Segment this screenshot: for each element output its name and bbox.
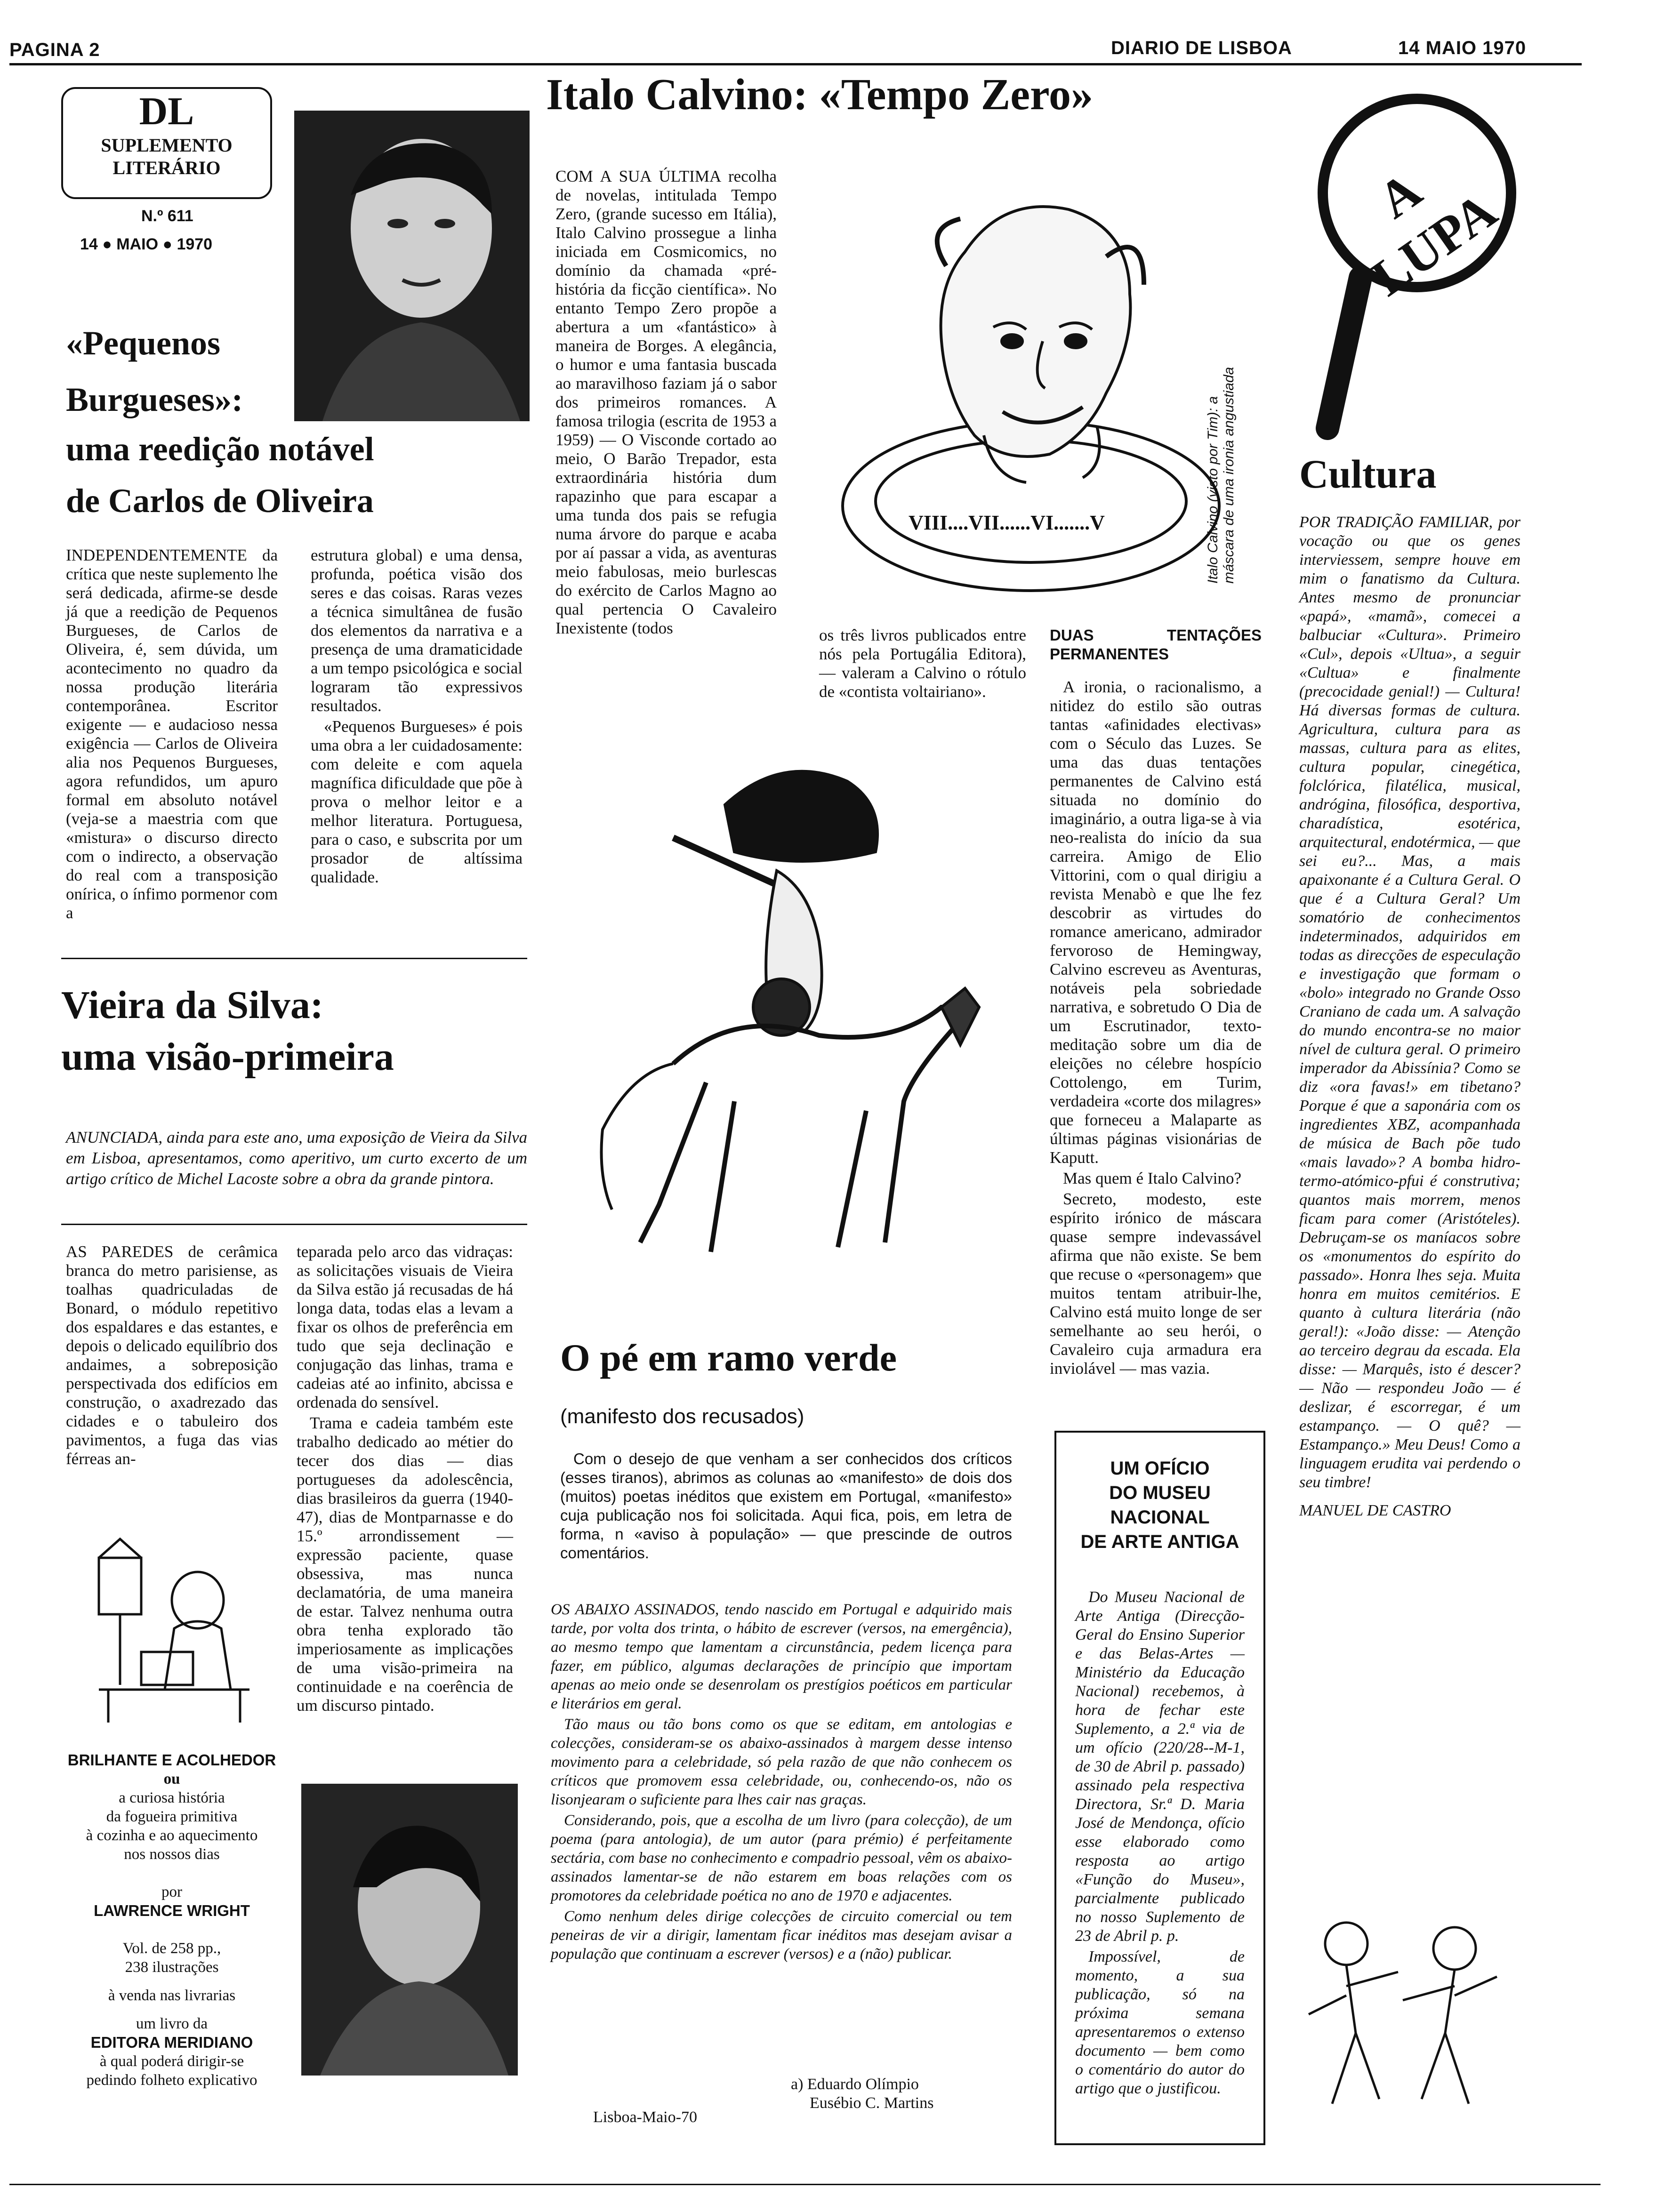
magnifying-glass-icon [1299,89,1525,442]
ad-line-15: pedindo folheto explicativo [86,2072,257,2089]
clock-numerals: VIII....VII......VI.......V [909,511,1105,534]
book-advertisement [61,1751,282,2090]
book-photo [301,1784,518,2076]
oficio-box [1054,1431,1265,2145]
pequenos-column-1 [66,546,278,924]
ad-line-14: à qual poderá dirigir-se [99,2053,244,2070]
vieira-paragraph-3: Trama e cadeia também este trabalho dedicado ao métier do tecer dos dias — dias portugueses da adolescência, dias brasileiros da guerra (1940-47), dias de Montparnasse e do 15.º arrondissement — expressão paciente, quase obsessiva, mas nunca declamatória, de uma maneira de estar. Talvez nenhuma outra obra tenha explorado tão imperiosamente as implicações de uma visão-primeira na continuidade e na coerência de um discurso pintado. [297,1414,513,1715]
vieira-paragraph-2: teparada pelo arco das vidraças: as solicitações visuais de Vieira da Silva estão já recusadas de há longa data, todas elas a levam a fixar os olhos de preferência em tudo que seja declinação e conjugação das linhas, trama e cadeias até ao infinito, abcissa e ordenada do sensível. [297,1242,513,1411]
oficio-body [1075,1588,1245,2100]
pe-manifesto-paragraph-3: Considerando, pois, que a escolha de um livro (para colecção), de um poema (para antologia), de um autor (para prémio) é perfeitamente sectária, com base no conhecimento e compadrio pessoal, vêm os abaixo-assinados lamentar-se de não estarem em boas relações com os promotores da celebridade poética no ano de 1970 e adjacentes. [551,1812,1012,1904]
masthead-date: 14 ● MAIO ● 1970 [80,235,213,253]
ad-line-1: BRILHANTE E ACOLHEDOR [67,1751,276,1769]
pequenos-title-3: uma reedição notável [66,430,374,468]
oficio-title-3: NACIONAL [1110,1507,1210,1528]
horse-rider-illustration [555,744,1007,1308]
oficio-title-2: DO MUSEU [1109,1483,1211,1503]
pe-manifesto [551,1600,1012,1965]
oficio-title-4: DE ARTE ANTIGA [1080,1531,1239,1552]
scribe-illustration [71,1530,268,1732]
calvino-column-1 [555,167,777,640]
ad-line-13: EDITORA MERIDIANO [90,2034,253,2051]
pe-place-date: Lisboa-Maio-70 [593,2108,697,2126]
calvino-title: Italo Calvino: «Tempo Zero» [546,70,1094,119]
oficio-title-1: UM OFÍCIO [1110,1458,1210,1479]
lupa-text: POR TRADIÇÃO FAMILIAR, por vocação ou que os genes interviessem, sempre houve em mim o fanatismo da Cultura. Antes mesmo de pronunciar «papá», «mamã», comecei a balbuciar «Cultura». Primeiro «Cul», depois «Ultua», a seguir «Cultua» e finalmente (precocidade genial!) — Cultura! Há diversas formas de cultura. Agricultura, cultura para as massas, cultura para as elites, cultura popular, cinegética, folclórica, filatélica, musical, andrógina, filosófica, desportiva, charadística, esotérica, arquitectural, endotérmica, — que sei eu?... Mas, a mais apaixonante é a Cultura Geral. O que é a Cultura Geral? Um somatório de conhecimentos indeterminados, adquiridos em todas as direcções de especulação e investigação que formam o «bolo» integrado no Grande Osso Craniano de cada um. A salvação do mundo encontra-se no maior nível de cultura geral. O primeiro imperador da Abissínia? Como se diz «ora favas!» em tibetano? Porque é que a saponária com os ingredientes XBZ, acompanhada de música de Bach põe tudo «mais lavado»? A bomba hidro-termo-atómico-pfui é construtiva; quantos mais morrem, menos ficam para comer (Aristóteles). Debruçam-se os maníacos sobre os «monumentos do espírito do passado». Honra lhes seja. Muita honra em muitos cemitérios. E quanto à cultura literária (não geral!): «João disse: — Atenção ao terceiro degrau da escada. Ela disse: — Marquês, isto é descer? — Não — respondeu João — é deslizar, é escorregar, é um estampanço. — O quê? — Estampanço.» Meu Deus! Como a linguagem erudita vai perdendo o seu timbre! [1299,513,1520,1491]
vieira-divider [61,1224,527,1225]
calvino-paragraph-4: Mas quem é Italo Calvino? [1063,1169,1242,1187]
calvino-caricature [805,172,1266,633]
vieira-title-1: Vieira da Silva: [61,983,323,1027]
newspaper-name: DIARIO DE LISBOA [1111,38,1292,58]
section-divider [61,958,527,959]
vieira-title-2: uma visão-primeira [61,1035,394,1079]
fighters-illustration [1290,1892,1516,2118]
pequenos-paragraph-3: «Pequenos Burgueses» é pois uma obra a ler cuidadosamente: com deleite e com aquela magnífica dificuldade que põe à prova o melhor leitor e a melhor literatura. Portuguesa, para o caso, e subscrita por um prosador de altíssima qualidade. [311,717,523,886]
pequenos-title-1: «Pequenos [66,324,221,362]
pequenos-title-4: de Carlos de Oliveira [66,482,374,520]
lupa-title: Cultura [1299,451,1437,497]
pequenos-paragraph-1: INDEPENDENTEMENTE da crítica que neste suplemento lhe será dedicada, afirme-se desde já que a reedição de Pequenos Burgueses, de Carlos de Oliveira, é, sem dúvida, um acontecimento no quadro da nossa produção literária contemporânea. Escritor exigente — e audacioso nessa exigência — Carlos de Oliveira alia nos Pequenos Burgueses, agora refundidos, um apuro formal em absoluto notável (veja-se a maestria com que «mistura» o discurso directo com o indirecto, a observação do real com a transposição onírica, o ínfimo pormenor com a [66,546,278,922]
pe-manifesto-paragraph-4: Como nenhum deles dirige colecções de circuito comercial ou tem peneiras de vir a dirigir, lamentam ficar inéditos mas desejam avisar a população que continuam a escrever (versos) e a (não) publicar. [551,1908,1012,1963]
oficio-paragraph-2: Impossível, de momento, a sua publicação, só na próxima semana apresentaremos o extenso documento — bem como o comentário do autor do artigo que o justificou. [1075,1948,1245,2097]
calvino-column-2 [819,626,1026,703]
ad-line-10: 238 ilustrações [125,1959,219,1976]
ad-line-8: LAWRENCE WRIGHT [94,1902,250,1919]
dl-logo: DL [139,89,194,133]
pe-manifesto-paragraph-2: Tão maus ou tão bons como os que se editam, em antologias e colecções, consideram-se os abaixo-assinados à margem desse intenso movimento para a celebridade, só pela razão de que não conhecem os críticos que promovem essa celebridade, ou, conhecendo-os, não os lisonjearam o suficiente para lhes cair nas graças. [551,1716,1012,1808]
pe-subtitle: (manifesto dos recusados) [560,1405,804,1428]
ad-line-5: à cozinha e ao aquecimento [86,1827,258,1844]
pe-signature-2: Eusébio C. Martins [810,2094,934,2112]
pe-intro [560,1450,1012,1564]
ad-line-9: Vol. de 258 pp., [122,1940,221,1957]
pequenos-paragraph-2: estrutura global) e uma densa, profunda, poética visão dos seres e das coisas. Raras vezes a técnica simultânea de fusão dos elementos da narrativa e a presença de uma dramaticidade a um tempo psicológica e social lograram tão expressivos resultados. [311,546,523,715]
pe-title: O pé em ramo verde [560,1336,897,1379]
author-photo [294,111,530,421]
calvino-paragraph-2: os três livros publicados entre nós pela Portugália Editora), — valeram a Calvino o rótulo de «contista voltairiano». [819,626,1026,701]
ad-line-3: a curiosa história [119,1789,225,1806]
header-date: 14 MAIO 1970 [1398,38,1527,58]
pe-signature-1: a) Eduardo Olímpio [791,2076,919,2093]
pe-intro-text: Com o desejo de que venham a ser conhecidos dos críticos (esses tiranos), abrimos as colunas ao «manifesto» de dois dos (muitos) poetas inéditos que existem em Portugal, «manifesto» cuja publicação nos foi solicitada. Aqui fica, pois, em letra de forma, n «aviso à população» — que prescinde de outros comentários. [560,1450,1012,1562]
ad-line-4: da fogueira primitiva [106,1808,238,1825]
page-number: PAGINA 2 [9,40,100,60]
lupa-column [1299,513,1520,1522]
calvino-paragraph-1: COM A SUA ÚLTIMA recolha de novelas, intitulada Tempo Zero, (grande sucesso em Itália), Italo Calvino prossegue a linha iniciada em Cosmicomics, no domínio da chamada «pré-história da ficção científica». No entanto Tempo Zero propõe a abertura a um «fantástico» à maneira de Borges. A elegância, o humor e uma fantasia buscada ao maravilhoso faziam já o sabor dos primeiros romances. A famosa trilogia (escrita de 1953 a 1959) — O Visconde cortado ao meio, O Barão Trepador, esta extraordinária história dum rapazinho que para escapar a uma tunda dos pais se refugia numa árvore do parque e acaba por aí passar a vida, as aventuras meio fabulosas, meio burlescas do exército de Carlos Magno ao qual pertencia O Cavaleiro Inexistente (todos [555,167,777,637]
calvino-paragraph-3: A ironia, o racionalismo, a nitidez do estilo são outras tantas «afinidades electivas» com o Século das Luzes. Se uma das duas tentações permanentes de Calvino está situada no domínio do imaginário, a outra liga-se à via neo-realista do início da sua carreira. Amigo de Elio Vittorini, com o qual dirigiu a revista Menabò e que lhe fez descobrir as virtudes do romance americano, admirador fervoroso de Hemingway, Calvino escreveu as Aventuras, notáveis pela sobriedade narrativa, e sobretudo O Dia de um Escrutinador, texto-meditação sobre um dia de eleições no célebre hospício Cottolengo, em Turim, verdadeira «corte dos milagres» que forneceu a Malaparte as últimas páginas visionárias de Kaputt. [1050,678,1262,1167]
calvino-subhead: DUAS TENTAÇÕES PERMANENTES [1050,626,1262,663]
vieira-lead: ANUNCIADA, ainda para este ano, uma exposição de Vieira da Silva em Lisboa, apresentamos, como aperitivo, um curto excerto de um artigo crítico de Michel Lacoste sobre a obra da grande pintora. [66,1128,527,1188]
ad-line-12: um livro da [136,2015,208,2032]
ad-line-6: nos nossos dias [124,1846,220,1863]
oficio-paragraph-1: Do Museu Nacional de Arte Antiga (Direcção-Geral do Ensino Superior e das Belas-Artes — Ministério da Educação Nacional) recebemos, à hora de fechar este Suplemento, a 2.ª via de um ofício (220/28--M-1, de 30 de Abril p. passado) assinado pela respectiva Directora, Sr.ª D. Maria José de Mendonça, ofício esse elaborado como resposta ao artigo «Função do Museu», parcialmente publicado no nosso Suplemento de 23 de Abril p. p. [1075,1588,1245,1945]
calvino-paragraph-5: Secreto, modesto, este espírito irónico de máscara quase sempre indevassável afirma que não existe. Se bem que recuse o «personagem» que muitos tentam atribuir-lhe, Calvino está muito longe de ser semelhante ao seu herói, o Cavaleiro cuja armadura era inviolável — mas vazia. [1050,1190,1262,1378]
pequenos-title-2: Burgueses»: [66,381,243,418]
ad-line-2: ou [163,1771,180,1787]
ad-line-11: à venda nas livrarias [108,1987,236,2004]
header-rule [9,63,1582,65]
vieira-column-2 [297,1242,513,1717]
calvino-column-3 [1050,626,1262,1380]
lupa-signature: MANUEL DE CASTRO [1299,1502,1451,1519]
pe-manifesto-paragraph-1: OS ABAIXO ASSINADOS, tendo nascido em Portugal e adquirido mais tarde, por volta dos trinta, o hábito de escrever (versos, na emergência), ao mesmo tempo que lamentam a circunstância, pedem licença para fazer, em público, algumas declarações de princípio que importam apenas ao meio onde se desenrolam os prestígios poéticos em particular e literários em geral. [551,1601,1012,1712]
pequenos-column-2 [311,546,523,889]
lupa-badge: A LUPA [1361,160,1507,307]
ad-line-7: por [161,1883,182,1900]
caricature-caption: Italo Calvino (visto por Tim): a máscara de uma ironia angustiada [1205,367,1237,584]
supplement-logo [61,87,272,199]
vieira-column-1 [66,1242,278,1470]
supplement-title: SUPLEMENTO [101,135,233,156]
footer-rule [9,2184,1601,2185]
vieira-paragraph-1: AS PAREDES de cerâmica branca do metro parisiense, as toalhas quadriculadas de Bonard, o módulo repetitivo dos espaldares e das estantes, e depois o delicado equilíbrio dos andaimes, a sobreposição perspectivada dos edifícios em construção, o axadrezado das cidades e o tabuleiro dos pavimentos, a fuga das vias férreas an- [66,1242,278,1468]
supplement-subtitle: LITERÁRIO [113,157,221,178]
issue-number: N.º 611 [141,207,193,225]
